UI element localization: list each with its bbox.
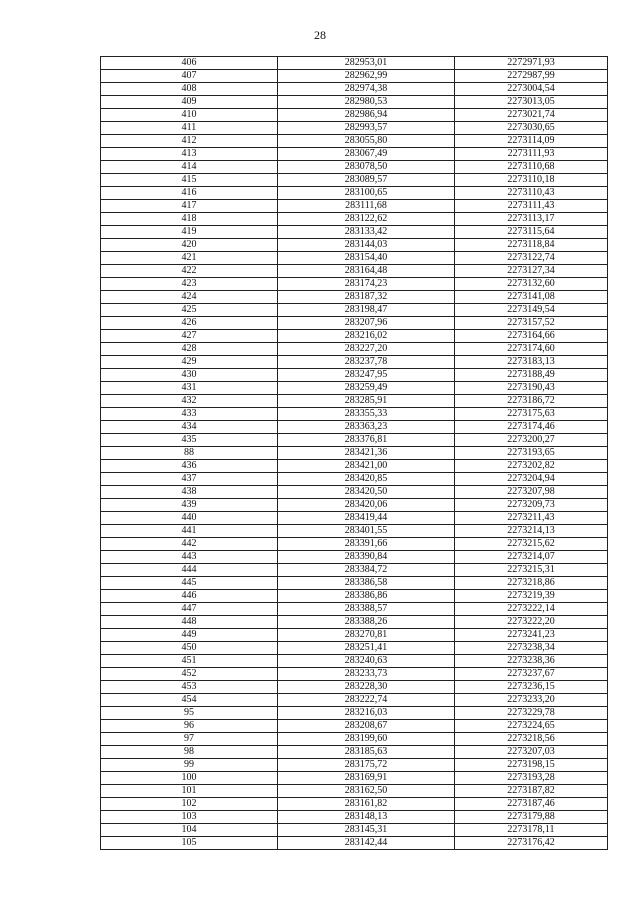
point-number-cell: 418 xyxy=(101,213,278,226)
table-row xyxy=(101,564,608,577)
point-number-cell: 427 xyxy=(101,330,278,343)
x-coordinate-cell: 283187,32 xyxy=(278,291,455,304)
y-coordinate-cell: 2273222,20 xyxy=(455,616,608,629)
y-coordinate-cell: 2273193,28 xyxy=(455,772,608,785)
table-row xyxy=(101,382,608,395)
table-row xyxy=(101,538,608,551)
x-coordinate-cell: 283148,13 xyxy=(278,811,455,824)
x-coordinate-cell: 283270,81 xyxy=(278,629,455,642)
x-coordinate-cell: 283207,96 xyxy=(278,317,455,330)
y-coordinate-cell: 2273214,07 xyxy=(455,551,608,564)
x-coordinate-cell: 283089,57 xyxy=(278,174,455,187)
table-row xyxy=(101,759,608,772)
table-row xyxy=(101,616,608,629)
table-row xyxy=(101,148,608,161)
y-coordinate-cell: 2273193,65 xyxy=(455,447,608,460)
y-coordinate-cell: 2273190,43 xyxy=(455,382,608,395)
x-coordinate-cell: 283384,72 xyxy=(278,564,455,577)
point-number-cell: 408 xyxy=(101,83,278,96)
y-coordinate-cell: 2273229,78 xyxy=(455,707,608,720)
y-coordinate-cell: 2273188,49 xyxy=(455,369,608,382)
x-coordinate-cell: 282993,57 xyxy=(278,122,455,135)
y-coordinate-cell: 2273187,82 xyxy=(455,785,608,798)
point-number-cell: 96 xyxy=(101,720,278,733)
point-number-cell: 443 xyxy=(101,551,278,564)
table-row xyxy=(101,824,608,837)
table-row xyxy=(101,408,608,421)
y-coordinate-cell: 2273178,11 xyxy=(455,824,608,837)
table-row xyxy=(101,434,608,447)
y-coordinate-cell: 2273030,65 xyxy=(455,122,608,135)
table-row xyxy=(101,668,608,681)
y-coordinate-cell: 2273218,56 xyxy=(455,733,608,746)
point-number-cell: 425 xyxy=(101,304,278,317)
x-coordinate-cell: 283199,60 xyxy=(278,733,455,746)
point-number-cell: 424 xyxy=(101,291,278,304)
point-number-cell: 411 xyxy=(101,122,278,135)
x-coordinate-cell: 283144,03 xyxy=(278,239,455,252)
point-number-cell: 448 xyxy=(101,616,278,629)
y-coordinate-cell: 2273175,63 xyxy=(455,408,608,421)
x-coordinate-cell: 283363,23 xyxy=(278,421,455,434)
table-row xyxy=(101,811,608,824)
table-row xyxy=(101,356,608,369)
point-number-cell: 429 xyxy=(101,356,278,369)
x-coordinate-cell: 283247,95 xyxy=(278,369,455,382)
y-coordinate-cell: 2273218,86 xyxy=(455,577,608,590)
x-coordinate-cell: 283154,40 xyxy=(278,252,455,265)
point-number-cell: 446 xyxy=(101,590,278,603)
x-coordinate-cell: 283174,23 xyxy=(278,278,455,291)
table-row xyxy=(101,460,608,473)
y-coordinate-cell: 2273164,66 xyxy=(455,330,608,343)
x-coordinate-cell: 283420,50 xyxy=(278,486,455,499)
y-coordinate-cell: 2273215,62 xyxy=(455,538,608,551)
table-row xyxy=(101,772,608,785)
x-coordinate-cell: 283142,44 xyxy=(278,837,455,850)
x-coordinate-cell: 283285,91 xyxy=(278,395,455,408)
table-row xyxy=(101,655,608,668)
point-number-cell: 420 xyxy=(101,239,278,252)
x-coordinate-cell: 283355,33 xyxy=(278,408,455,421)
table-row xyxy=(101,499,608,512)
table-row xyxy=(101,525,608,538)
y-coordinate-cell: 2273233,20 xyxy=(455,694,608,707)
table-row xyxy=(101,577,608,590)
x-coordinate-cell: 283388,26 xyxy=(278,616,455,629)
point-number-cell: 428 xyxy=(101,343,278,356)
point-number-cell: 449 xyxy=(101,629,278,642)
point-number-cell: 447 xyxy=(101,603,278,616)
point-number-cell: 100 xyxy=(101,772,278,785)
table-row xyxy=(101,265,608,278)
x-coordinate-cell: 283386,86 xyxy=(278,590,455,603)
point-number-cell: 416 xyxy=(101,187,278,200)
table-row xyxy=(101,733,608,746)
point-number-cell: 99 xyxy=(101,759,278,772)
x-coordinate-cell: 283216,03 xyxy=(278,707,455,720)
y-coordinate-cell: 2273238,36 xyxy=(455,655,608,668)
y-coordinate-cell: 2273110,43 xyxy=(455,187,608,200)
x-coordinate-cell: 283067,49 xyxy=(278,148,455,161)
point-number-cell: 103 xyxy=(101,811,278,824)
y-coordinate-cell: 2273183,13 xyxy=(455,356,608,369)
y-coordinate-cell: 2273241,23 xyxy=(455,629,608,642)
point-number-cell: 454 xyxy=(101,694,278,707)
table-row xyxy=(101,291,608,304)
y-coordinate-cell: 2273110,18 xyxy=(455,174,608,187)
x-coordinate-cell: 283391,66 xyxy=(278,538,455,551)
y-coordinate-cell: 2273122,74 xyxy=(455,252,608,265)
x-coordinate-cell: 283376,81 xyxy=(278,434,455,447)
point-number-cell: 417 xyxy=(101,200,278,213)
y-coordinate-cell: 2272987,99 xyxy=(455,70,608,83)
x-coordinate-cell: 283175,72 xyxy=(278,759,455,772)
point-number-cell: 430 xyxy=(101,369,278,382)
y-coordinate-cell: 2273127,34 xyxy=(455,265,608,278)
table-row xyxy=(101,473,608,486)
table-row xyxy=(101,135,608,148)
x-coordinate-cell: 283388,57 xyxy=(278,603,455,616)
y-coordinate-cell: 2273238,34 xyxy=(455,642,608,655)
point-number-cell: 440 xyxy=(101,512,278,525)
table-row xyxy=(101,551,608,564)
point-number-cell: 423 xyxy=(101,278,278,291)
y-coordinate-cell: 2273236,15 xyxy=(455,681,608,694)
point-number-cell: 410 xyxy=(101,109,278,122)
y-coordinate-cell: 2273179,88 xyxy=(455,811,608,824)
point-number-cell: 95 xyxy=(101,707,278,720)
point-number-cell: 97 xyxy=(101,733,278,746)
table-row xyxy=(101,694,608,707)
table-row xyxy=(101,174,608,187)
x-coordinate-cell: 283145,31 xyxy=(278,824,455,837)
table-row xyxy=(101,330,608,343)
point-number-cell: 453 xyxy=(101,681,278,694)
point-number-cell: 442 xyxy=(101,538,278,551)
table-row xyxy=(101,707,608,720)
y-coordinate-cell: 2273141,08 xyxy=(455,291,608,304)
table-row xyxy=(101,83,608,96)
y-coordinate-cell: 2273200,27 xyxy=(455,434,608,447)
table-row xyxy=(101,161,608,174)
point-number-cell: 433 xyxy=(101,408,278,421)
table-row xyxy=(101,213,608,226)
y-coordinate-cell: 2273224,65 xyxy=(455,720,608,733)
table-row xyxy=(101,304,608,317)
point-number-cell: 450 xyxy=(101,642,278,655)
table-row xyxy=(101,317,608,330)
x-coordinate-cell: 283390,84 xyxy=(278,551,455,564)
x-coordinate-cell: 283208,67 xyxy=(278,720,455,733)
x-coordinate-cell: 283233,73 xyxy=(278,668,455,681)
table-row xyxy=(101,681,608,694)
point-number-cell: 104 xyxy=(101,824,278,837)
point-number-cell: 439 xyxy=(101,499,278,512)
table-row xyxy=(101,486,608,499)
y-coordinate-cell: 2273202,82 xyxy=(455,460,608,473)
x-coordinate-cell: 283111,68 xyxy=(278,200,455,213)
point-number-cell: 436 xyxy=(101,460,278,473)
x-coordinate-cell: 283169,91 xyxy=(278,772,455,785)
y-coordinate-cell: 2273174,60 xyxy=(455,343,608,356)
x-coordinate-cell: 283162,50 xyxy=(278,785,455,798)
table-row xyxy=(101,642,608,655)
y-coordinate-cell: 2273219,39 xyxy=(455,590,608,603)
point-number-cell: 409 xyxy=(101,96,278,109)
point-number-cell: 406 xyxy=(101,57,278,70)
x-coordinate-cell: 283198,47 xyxy=(278,304,455,317)
table-row xyxy=(101,96,608,109)
x-coordinate-cell: 283421,00 xyxy=(278,460,455,473)
point-number-cell: 441 xyxy=(101,525,278,538)
x-coordinate-cell: 283237,78 xyxy=(278,356,455,369)
y-coordinate-cell: 2273198,15 xyxy=(455,759,608,772)
table-row xyxy=(101,109,608,122)
point-number-cell: 102 xyxy=(101,798,278,811)
point-number-cell: 415 xyxy=(101,174,278,187)
x-coordinate-cell: 283259,49 xyxy=(278,382,455,395)
point-number-cell: 435 xyxy=(101,434,278,447)
point-number-cell: 434 xyxy=(101,421,278,434)
x-coordinate-cell: 283185,63 xyxy=(278,746,455,759)
y-coordinate-cell: 2273132,60 xyxy=(455,278,608,291)
y-coordinate-cell: 2272971,93 xyxy=(455,57,608,70)
x-coordinate-cell: 283228,30 xyxy=(278,681,455,694)
y-coordinate-cell: 2273113,17 xyxy=(455,213,608,226)
y-coordinate-cell: 2273114,09 xyxy=(455,135,608,148)
x-coordinate-cell: 282953,01 xyxy=(278,57,455,70)
point-number-cell: 412 xyxy=(101,135,278,148)
y-coordinate-cell: 2273115,64 xyxy=(455,226,608,239)
point-number-cell: 432 xyxy=(101,395,278,408)
y-coordinate-cell: 2273111,93 xyxy=(455,148,608,161)
table-row xyxy=(101,343,608,356)
y-coordinate-cell: 2273186,72 xyxy=(455,395,608,408)
x-coordinate-cell: 282974,38 xyxy=(278,83,455,96)
table-row xyxy=(101,629,608,642)
table-row xyxy=(101,369,608,382)
y-coordinate-cell: 2273149,54 xyxy=(455,304,608,317)
x-coordinate-cell: 283122,62 xyxy=(278,213,455,226)
table-row xyxy=(101,278,608,291)
y-coordinate-cell: 2273237,67 xyxy=(455,668,608,681)
x-coordinate-cell: 283240,63 xyxy=(278,655,455,668)
x-coordinate-cell: 283401,55 xyxy=(278,525,455,538)
point-number-cell: 414 xyxy=(101,161,278,174)
x-coordinate-cell: 283420,85 xyxy=(278,473,455,486)
point-number-cell: 413 xyxy=(101,148,278,161)
y-coordinate-cell: 2273222,14 xyxy=(455,603,608,616)
table-row xyxy=(101,798,608,811)
coordinates-table-body xyxy=(101,57,608,850)
point-number-cell: 407 xyxy=(101,70,278,83)
y-coordinate-cell: 2273209,73 xyxy=(455,499,608,512)
y-coordinate-cell: 2273021,74 xyxy=(455,109,608,122)
point-number-cell: 438 xyxy=(101,486,278,499)
x-coordinate-cell: 283222,74 xyxy=(278,694,455,707)
y-coordinate-cell: 2273207,03 xyxy=(455,746,608,759)
table-row xyxy=(101,421,608,434)
point-number-cell: 88 xyxy=(101,447,278,460)
y-coordinate-cell: 2273174,46 xyxy=(455,421,608,434)
x-coordinate-cell: 283133,42 xyxy=(278,226,455,239)
point-number-cell: 444 xyxy=(101,564,278,577)
point-number-cell: 98 xyxy=(101,746,278,759)
table-row xyxy=(101,512,608,525)
table-row xyxy=(101,603,608,616)
coordinates-table xyxy=(100,56,608,850)
x-coordinate-cell: 282962,99 xyxy=(278,70,455,83)
table-row xyxy=(101,239,608,252)
y-coordinate-cell: 2273204,94 xyxy=(455,473,608,486)
x-coordinate-cell: 282986,94 xyxy=(278,109,455,122)
point-number-cell: 421 xyxy=(101,252,278,265)
y-coordinate-cell: 2273157,52 xyxy=(455,317,608,330)
x-coordinate-cell: 283386,58 xyxy=(278,577,455,590)
table-row xyxy=(101,187,608,200)
table-row xyxy=(101,785,608,798)
y-coordinate-cell: 2273118,84 xyxy=(455,239,608,252)
point-number-cell: 445 xyxy=(101,577,278,590)
table-row xyxy=(101,122,608,135)
page-number: 28 xyxy=(314,28,326,42)
table-row xyxy=(101,746,608,759)
y-coordinate-cell: 2273207,98 xyxy=(455,486,608,499)
point-number-cell: 422 xyxy=(101,265,278,278)
point-number-cell: 451 xyxy=(101,655,278,668)
x-coordinate-cell: 283055,80 xyxy=(278,135,455,148)
table-row xyxy=(101,70,608,83)
x-coordinate-cell: 283161,82 xyxy=(278,798,455,811)
x-coordinate-cell: 283216,02 xyxy=(278,330,455,343)
point-number-cell: 419 xyxy=(101,226,278,239)
table-row xyxy=(101,252,608,265)
x-coordinate-cell: 283421,36 xyxy=(278,447,455,460)
table-row xyxy=(101,837,608,850)
table-row xyxy=(101,720,608,733)
y-coordinate-cell: 2273176,42 xyxy=(455,837,608,850)
x-coordinate-cell: 283164,48 xyxy=(278,265,455,278)
x-coordinate-cell: 283251,41 xyxy=(278,642,455,655)
y-coordinate-cell: 2273013,05 xyxy=(455,96,608,109)
point-number-cell: 452 xyxy=(101,668,278,681)
table-row xyxy=(101,447,608,460)
x-coordinate-cell: 282980,53 xyxy=(278,96,455,109)
y-coordinate-cell: 2273215,31 xyxy=(455,564,608,577)
table-row xyxy=(101,226,608,239)
table-row xyxy=(101,57,608,70)
x-coordinate-cell: 283419,44 xyxy=(278,512,455,525)
y-coordinate-cell: 2273111,43 xyxy=(455,200,608,213)
point-number-cell: 426 xyxy=(101,317,278,330)
table-row xyxy=(101,200,608,213)
x-coordinate-cell: 283100,65 xyxy=(278,187,455,200)
y-coordinate-cell: 2273110,68 xyxy=(455,161,608,174)
point-number-cell: 431 xyxy=(101,382,278,395)
table-row xyxy=(101,590,608,603)
y-coordinate-cell: 2273187,46 xyxy=(455,798,608,811)
table-row xyxy=(101,395,608,408)
x-coordinate-cell: 283227,20 xyxy=(278,343,455,356)
y-coordinate-cell: 2273211,43 xyxy=(455,512,608,525)
point-number-cell: 437 xyxy=(101,473,278,486)
y-coordinate-cell: 2273214,13 xyxy=(455,525,608,538)
x-coordinate-cell: 283078,50 xyxy=(278,161,455,174)
y-coordinate-cell: 2273004,54 xyxy=(455,83,608,96)
x-coordinate-cell: 283420,06 xyxy=(278,499,455,512)
point-number-cell: 101 xyxy=(101,785,278,798)
point-number-cell: 105 xyxy=(101,837,278,850)
